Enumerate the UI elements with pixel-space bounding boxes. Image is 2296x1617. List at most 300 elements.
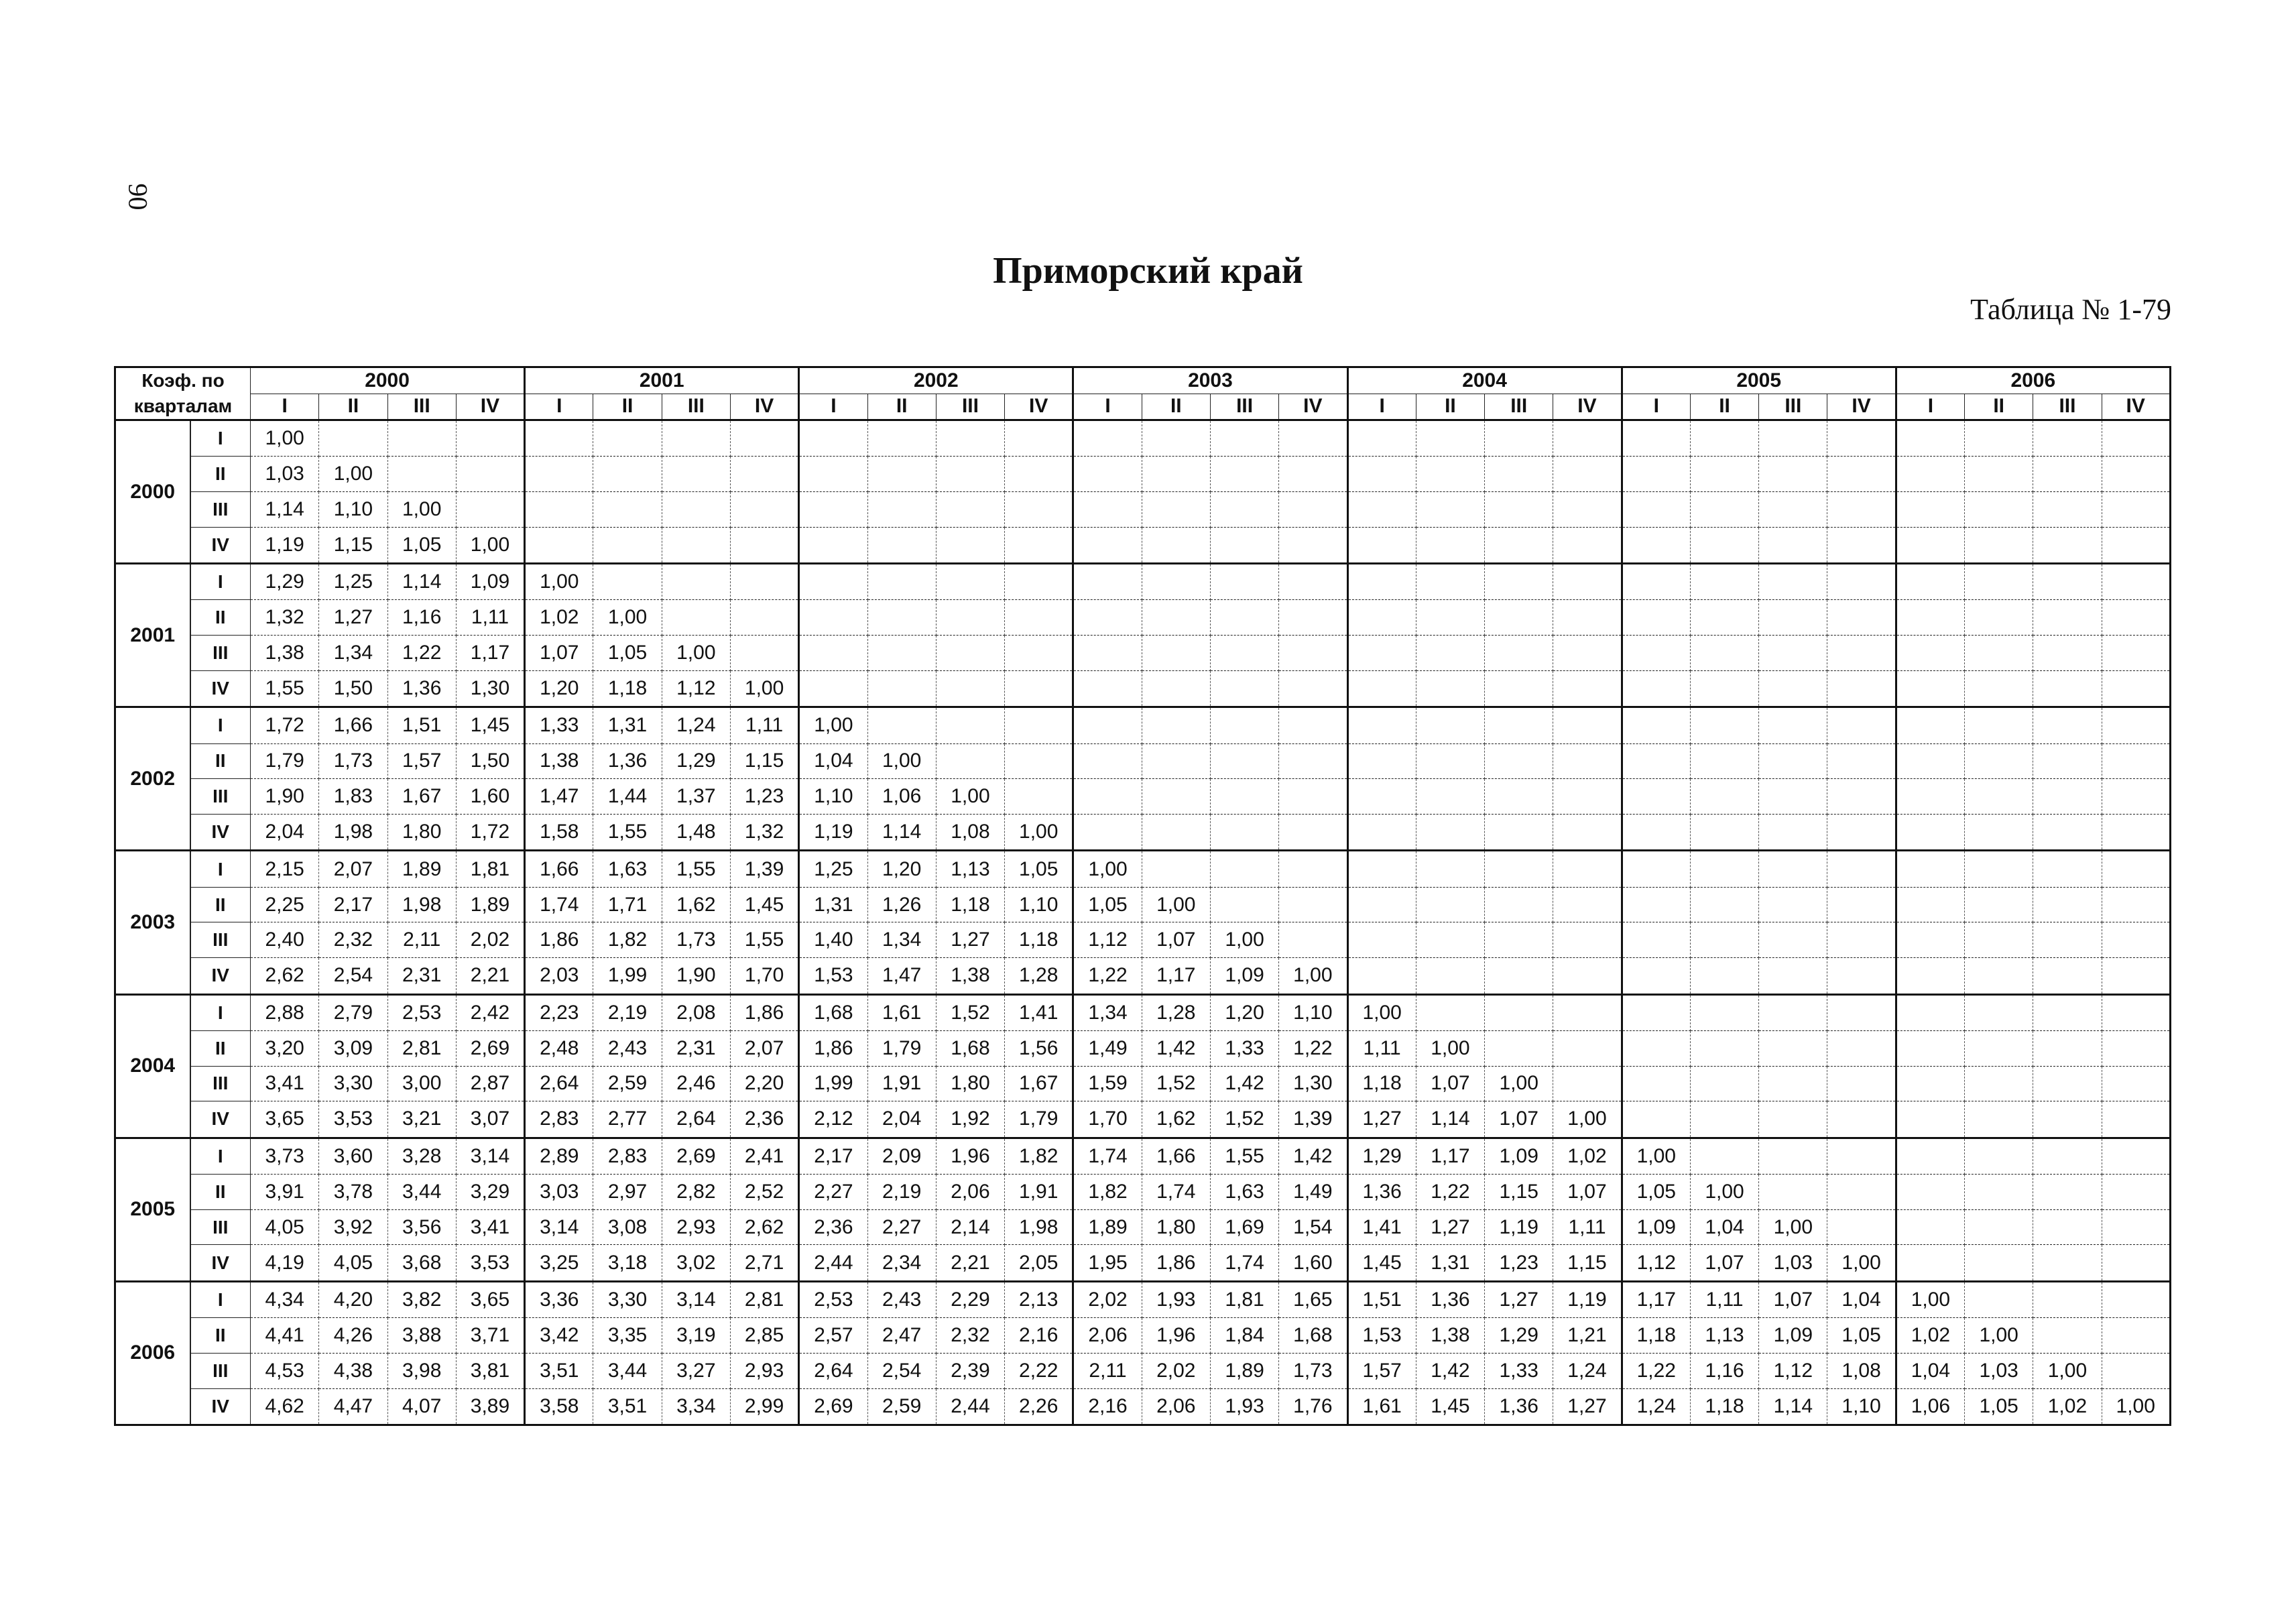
table-cell: 1,56 xyxy=(1005,1030,1073,1066)
table-cell xyxy=(456,492,524,528)
table-cell: 1,00 xyxy=(1485,1066,1553,1101)
row-quarter-label: IV xyxy=(190,1245,251,1281)
table-cell xyxy=(1279,779,1347,815)
table-cell: 1,96 xyxy=(936,1138,1004,1174)
table-cell xyxy=(2033,527,2102,563)
table-cell xyxy=(1553,743,1622,779)
table-cell: 1,22 xyxy=(1073,958,1142,994)
row-year-label: 2005 xyxy=(115,1138,190,1281)
table-cell xyxy=(936,636,1004,671)
table-cell: 1,39 xyxy=(730,851,798,887)
table-cell xyxy=(1759,636,1827,671)
table-cell xyxy=(2033,707,2102,743)
table-cell: 1,90 xyxy=(251,779,319,815)
table-cell: 2,32 xyxy=(936,1318,1004,1354)
table-cell: 1,15 xyxy=(319,527,387,563)
table-cell xyxy=(1279,670,1347,707)
table-cell: 1,66 xyxy=(319,707,387,743)
table-cell: 3,14 xyxy=(662,1281,730,1317)
column-quarter-header: I xyxy=(799,394,867,420)
table-cell: 1,06 xyxy=(867,779,936,815)
table-cell: 4,41 xyxy=(251,1318,319,1354)
table-cell: 1,04 xyxy=(799,743,867,779)
table-cell xyxy=(1759,1030,1827,1066)
table-cell xyxy=(1759,1174,1827,1209)
table-cell: 1,07 xyxy=(1416,1066,1484,1101)
table-cell xyxy=(936,564,1004,600)
table-cell: 1,53 xyxy=(799,958,867,994)
table-cell xyxy=(1485,922,1553,958)
table-cell: 2,54 xyxy=(867,1353,936,1388)
table-cell: 1,60 xyxy=(456,779,524,815)
table-cell xyxy=(1553,670,1622,707)
column-quarter-header: I xyxy=(1073,394,1142,420)
table-cell xyxy=(1690,707,1758,743)
table-cell xyxy=(1142,492,1210,528)
column-quarter-header: IV xyxy=(1279,394,1347,420)
table-cell: 2,21 xyxy=(456,958,524,994)
table-cell xyxy=(1142,527,1210,563)
table-cell xyxy=(1759,958,1827,994)
table-cell: 2,16 xyxy=(1073,1388,1142,1425)
table-cell xyxy=(1005,457,1073,492)
table-cell xyxy=(1896,994,1964,1030)
table-cell xyxy=(799,636,867,671)
table-cell: 1,07 xyxy=(525,636,593,671)
table-cell: 3,65 xyxy=(456,1281,524,1317)
table-cell: 3,34 xyxy=(662,1388,730,1425)
row-quarter-label: I xyxy=(190,564,251,600)
table-cell: 1,00 xyxy=(2033,1353,2102,1388)
row-quarter-label: I xyxy=(190,851,251,887)
table-cell: 1,17 xyxy=(1142,958,1210,994)
table-cell xyxy=(1485,457,1553,492)
table-cell: 1,92 xyxy=(936,1101,1004,1138)
table-cell xyxy=(2102,851,2170,887)
table-cell xyxy=(662,420,730,457)
table-row xyxy=(115,887,2171,922)
table-cell xyxy=(1279,707,1347,743)
table-cell xyxy=(2102,492,2170,528)
table-cell: 1,52 xyxy=(936,994,1004,1030)
table-cell: 3,14 xyxy=(525,1209,593,1245)
table-cell: 1,95 xyxy=(1073,1245,1142,1281)
table-cell: 1,09 xyxy=(1759,1318,1827,1354)
column-year-header: 2005 xyxy=(1622,367,1896,394)
table-cell: 1,41 xyxy=(1347,1209,1416,1245)
table-cell xyxy=(1210,779,1278,815)
table-cell: 1,93 xyxy=(1210,1388,1278,1425)
table-cell: 1,10 xyxy=(1005,887,1073,922)
table-cell: 3,00 xyxy=(387,1066,456,1101)
table-cell xyxy=(1896,1245,1964,1281)
table-cell xyxy=(1965,851,2033,887)
table-cell: 4,53 xyxy=(251,1353,319,1388)
table-cell xyxy=(1690,1066,1758,1101)
row-quarter-label: IV xyxy=(190,670,251,707)
table-cell xyxy=(936,492,1004,528)
table-row xyxy=(115,1353,2171,1388)
table-cell: 1,13 xyxy=(1690,1318,1758,1354)
table-cell xyxy=(1965,1174,2033,1209)
column-year-header: 2000 xyxy=(251,367,525,394)
table-cell: 2,11 xyxy=(387,922,456,958)
table-cell xyxy=(1690,1101,1758,1138)
column-quarter-header: II xyxy=(1416,394,1484,420)
table-cell: 1,36 xyxy=(1347,1174,1416,1209)
table-cell: 1,20 xyxy=(867,851,936,887)
table-cell: 1,10 xyxy=(1279,994,1347,1030)
table-cell xyxy=(1347,887,1416,922)
table-cell: 1,81 xyxy=(456,851,524,887)
page-title: Приморский край xyxy=(993,250,1303,292)
table-cell xyxy=(525,457,593,492)
table-cell xyxy=(1827,1138,1896,1174)
table-cell xyxy=(1005,492,1073,528)
table-cell: 1,12 xyxy=(1759,1353,1827,1388)
table-cell: 2,21 xyxy=(936,1245,1004,1281)
table-cell: 2,12 xyxy=(799,1101,867,1138)
table-cell xyxy=(1690,815,1758,851)
table-cell xyxy=(1347,457,1416,492)
table-row xyxy=(115,564,2171,600)
table-cell xyxy=(1759,851,1827,887)
table-cell xyxy=(1279,420,1347,457)
table-cell xyxy=(1965,922,2033,958)
table-cell: 1,32 xyxy=(251,600,319,636)
table-cell xyxy=(2102,670,2170,707)
table-cell: 2,81 xyxy=(387,1030,456,1066)
table-cell: 1,07 xyxy=(1142,922,1210,958)
table-cell xyxy=(1759,743,1827,779)
table-cell: 1,09 xyxy=(1210,958,1278,994)
table-cell: 1,71 xyxy=(593,887,662,922)
table-cell xyxy=(1622,564,1690,600)
table-cell: 1,08 xyxy=(1827,1353,1896,1388)
table-cell xyxy=(867,492,936,528)
row-quarter-label: II xyxy=(190,457,251,492)
table-cell: 2,02 xyxy=(456,922,524,958)
table-cell xyxy=(867,600,936,636)
table-cell xyxy=(2102,527,2170,563)
table-cell xyxy=(1827,1066,1896,1101)
column-quarter-header: II xyxy=(1965,394,2033,420)
table-cell: 1,90 xyxy=(662,958,730,994)
table-cell: 1,22 xyxy=(1622,1353,1690,1388)
table-row xyxy=(115,600,2171,636)
row-quarter-label: II xyxy=(190,1030,251,1066)
row-quarter-label: III xyxy=(190,779,251,815)
table-cell: 3,18 xyxy=(593,1245,662,1281)
table-cell xyxy=(1347,636,1416,671)
table-cell xyxy=(1416,457,1484,492)
table-cell xyxy=(1690,527,1758,563)
table-cell xyxy=(2102,958,2170,994)
table-cell: 2,25 xyxy=(251,887,319,922)
table-cell: 1,32 xyxy=(730,815,798,851)
table-cell xyxy=(1073,670,1142,707)
table-cell: 1,82 xyxy=(1073,1174,1142,1209)
column-quarter-header: III xyxy=(2033,394,2102,420)
table-cell xyxy=(1965,420,2033,457)
table-cell xyxy=(1690,1138,1758,1174)
table-cell xyxy=(1073,600,1142,636)
table-cell xyxy=(1416,527,1484,563)
column-quarter-header: II xyxy=(593,394,662,420)
table-cell xyxy=(2102,1138,2170,1174)
table-cell: 1,79 xyxy=(867,1030,936,1066)
table-cell: 1,61 xyxy=(867,994,936,1030)
table-cell xyxy=(1553,564,1622,600)
table-cell: 2,19 xyxy=(593,994,662,1030)
table-cell: 2,04 xyxy=(867,1101,936,1138)
table-cell xyxy=(662,527,730,563)
table-row xyxy=(115,851,2171,887)
table-cell xyxy=(1759,1138,1827,1174)
table-cell xyxy=(1347,851,1416,887)
table-cell xyxy=(1827,1209,1896,1245)
table-row xyxy=(115,1174,2171,1209)
table-cell: 1,21 xyxy=(1553,1318,1622,1354)
table-cell: 3,42 xyxy=(525,1318,593,1354)
table-cell: 1,05 xyxy=(1073,887,1142,922)
table-cell xyxy=(799,420,867,457)
table-cell: 1,84 xyxy=(1210,1318,1278,1354)
table-cell: 2,23 xyxy=(525,994,593,1030)
row-year-label: 2006 xyxy=(115,1281,190,1425)
table-cell: 3,71 xyxy=(456,1318,524,1354)
table-cell xyxy=(1416,743,1484,779)
table-cell: 1,03 xyxy=(1759,1245,1827,1281)
table-cell: 1,31 xyxy=(593,707,662,743)
table-cell: 3,41 xyxy=(251,1066,319,1101)
table-cell xyxy=(1896,670,1964,707)
table-cell: 1,02 xyxy=(1896,1318,1964,1354)
table-cell xyxy=(1485,779,1553,815)
table-cell: 1,07 xyxy=(1485,1101,1553,1138)
table-cell xyxy=(867,564,936,600)
table-cell: 3,53 xyxy=(456,1245,524,1281)
table-cell xyxy=(2102,994,2170,1030)
table-cell: 1,25 xyxy=(799,851,867,887)
table-cell: 3,28 xyxy=(387,1138,456,1174)
table-cell xyxy=(1416,420,1484,457)
table-cell: 2,02 xyxy=(1073,1281,1142,1317)
table-cell: 3,81 xyxy=(456,1353,524,1388)
table-cell xyxy=(1759,922,1827,958)
table-cell xyxy=(1347,779,1416,815)
row-year-label: 2003 xyxy=(115,851,190,994)
table-cell: 3,68 xyxy=(387,1245,456,1281)
table-cell: 1,76 xyxy=(1279,1388,1347,1425)
table-cell: 2,36 xyxy=(799,1209,867,1245)
table-cell: 1,89 xyxy=(456,887,524,922)
table-cell: 3,25 xyxy=(525,1245,593,1281)
table-cell: 2,83 xyxy=(593,1138,662,1174)
table-row xyxy=(115,527,2171,563)
column-quarter-header: IV xyxy=(1827,394,1896,420)
table-cell xyxy=(799,527,867,563)
table-cell xyxy=(1416,636,1484,671)
table-cell: 2,59 xyxy=(593,1066,662,1101)
table-cell: 1,10 xyxy=(1827,1388,1896,1425)
table-cell: 2,29 xyxy=(936,1281,1004,1317)
table-cell xyxy=(1622,457,1690,492)
table-cell xyxy=(1142,600,1210,636)
table-cell xyxy=(1347,670,1416,707)
table-cell: 2,43 xyxy=(593,1030,662,1066)
row-quarter-label: IV xyxy=(190,1101,251,1138)
table-cell xyxy=(387,457,456,492)
table-cell: 2,07 xyxy=(319,851,387,887)
table-cell: 1,45 xyxy=(1347,1245,1416,1281)
table-cell: 1,00 xyxy=(1896,1281,1964,1317)
table-cell xyxy=(2033,1101,2102,1138)
table-cell: 4,05 xyxy=(251,1209,319,1245)
table-cell xyxy=(1073,492,1142,528)
table-cell: 1,73 xyxy=(1279,1353,1347,1388)
table-cell xyxy=(2033,420,2102,457)
table-cell: 2,08 xyxy=(662,994,730,1030)
table-cell: 1,81 xyxy=(1210,1281,1278,1317)
table-cell xyxy=(1210,636,1278,671)
corner-label-line1: Коэф. по xyxy=(141,370,225,391)
table-cell: 1,33 xyxy=(1485,1353,1553,1388)
table-cell xyxy=(1896,815,1964,851)
column-quarter-header: III xyxy=(662,394,730,420)
table-cell xyxy=(1142,670,1210,707)
table-cell: 3,44 xyxy=(387,1174,456,1209)
table-cell: 1,03 xyxy=(1965,1353,2033,1388)
table-cell: 1,10 xyxy=(319,492,387,528)
table-cell: 2,44 xyxy=(936,1388,1004,1425)
table-cell: 2,06 xyxy=(1142,1388,1210,1425)
table-cell xyxy=(1347,420,1416,457)
row-quarter-label: IV xyxy=(190,958,251,994)
table-cell: 1,30 xyxy=(456,670,524,707)
table-cell: 1,07 xyxy=(1690,1245,1758,1281)
table-cell: 4,34 xyxy=(251,1281,319,1317)
table-cell xyxy=(2033,1318,2102,1354)
table-cell xyxy=(2033,670,2102,707)
table-cell: 1,89 xyxy=(1210,1353,1278,1388)
row-quarter-label: III xyxy=(190,922,251,958)
table-cell: 1,12 xyxy=(1073,922,1142,958)
column-quarter-header: IV xyxy=(1553,394,1622,420)
table-cell xyxy=(1142,707,1210,743)
column-year-header: 2003 xyxy=(1073,367,1347,394)
table-cell xyxy=(1142,851,1210,887)
table-cell xyxy=(1965,1209,2033,1245)
table-cell xyxy=(867,670,936,707)
table-cell xyxy=(1690,994,1758,1030)
table-cell: 2,64 xyxy=(525,1066,593,1101)
table-cell: 3,14 xyxy=(456,1138,524,1174)
table-cell: 1,11 xyxy=(1553,1209,1622,1245)
row-quarter-label: III xyxy=(190,1209,251,1245)
table-cell: 1,86 xyxy=(799,1030,867,1066)
table-cell: 1,10 xyxy=(799,779,867,815)
table-cell xyxy=(1553,636,1622,671)
table-cell xyxy=(1759,994,1827,1030)
table-cell xyxy=(1965,600,2033,636)
table-cell xyxy=(799,600,867,636)
table-cell: 1,42 xyxy=(1416,1353,1484,1388)
table-cell xyxy=(1485,636,1553,671)
table-cell: 1,55 xyxy=(662,851,730,887)
table-cell: 2,82 xyxy=(662,1174,730,1209)
table-cell: 1,48 xyxy=(662,815,730,851)
table-row xyxy=(115,958,2171,994)
table-cell: 1,52 xyxy=(1142,1066,1210,1101)
table-cell: 1,23 xyxy=(1485,1245,1553,1281)
table-cell xyxy=(2033,958,2102,994)
page-number: 90 xyxy=(123,183,154,211)
table-cell: 1,34 xyxy=(867,922,936,958)
table-cell: 1,28 xyxy=(1142,994,1210,1030)
column-quarter-header: III xyxy=(1759,394,1827,420)
table-cell: 1,05 xyxy=(1965,1388,2033,1425)
column-quarter-header: I xyxy=(1347,394,1416,420)
table-cell xyxy=(662,564,730,600)
table-cell xyxy=(1759,1101,1827,1138)
table-cell: 2,03 xyxy=(525,958,593,994)
table-cell: 2,99 xyxy=(730,1388,798,1425)
table-cell: 1,29 xyxy=(1485,1318,1553,1354)
table-cell: 2,17 xyxy=(319,887,387,922)
table-cell xyxy=(1073,636,1142,671)
table-cell xyxy=(2033,922,2102,958)
table-cell xyxy=(1485,707,1553,743)
table-cell xyxy=(2033,779,2102,815)
table-cell xyxy=(936,743,1004,779)
table-cell xyxy=(525,492,593,528)
table-cell xyxy=(1005,564,1073,600)
table-cell xyxy=(1416,958,1484,994)
table-cell xyxy=(2033,851,2102,887)
table-cell xyxy=(1965,457,2033,492)
row-year-label: 2002 xyxy=(115,707,190,851)
table-cell: 1,98 xyxy=(319,815,387,851)
table-cell xyxy=(2102,1066,2170,1101)
table-cell xyxy=(2102,922,2170,958)
table-cell: 1,11 xyxy=(1347,1030,1416,1066)
table-cell xyxy=(2033,564,2102,600)
table-cell: 2,26 xyxy=(1005,1388,1073,1425)
table-cell xyxy=(1827,1174,1896,1209)
table-cell: 1,22 xyxy=(1416,1174,1484,1209)
table-cell: 1,36 xyxy=(593,743,662,779)
table-cell: 1,34 xyxy=(1073,994,1142,1030)
table-cell: 1,00 xyxy=(662,636,730,671)
table-cell: 1,00 xyxy=(1622,1138,1690,1174)
table-cell: 1,04 xyxy=(1827,1281,1896,1317)
table-cell: 3,03 xyxy=(525,1174,593,1209)
table-cell xyxy=(1210,815,1278,851)
table-cell xyxy=(1965,887,2033,922)
row-quarter-label: IV xyxy=(190,527,251,563)
table-cell xyxy=(1279,527,1347,563)
table-cell xyxy=(2102,1101,2170,1138)
table-cell xyxy=(730,636,798,671)
row-year-label: 2001 xyxy=(115,564,190,707)
table-cell xyxy=(1965,1245,2033,1281)
table-cell: 1,00 xyxy=(1827,1245,1896,1281)
table-cell xyxy=(1965,1066,2033,1101)
table-row xyxy=(115,1388,2171,1425)
table-cell: 1,40 xyxy=(799,922,867,958)
table-cell: 1,57 xyxy=(387,743,456,779)
